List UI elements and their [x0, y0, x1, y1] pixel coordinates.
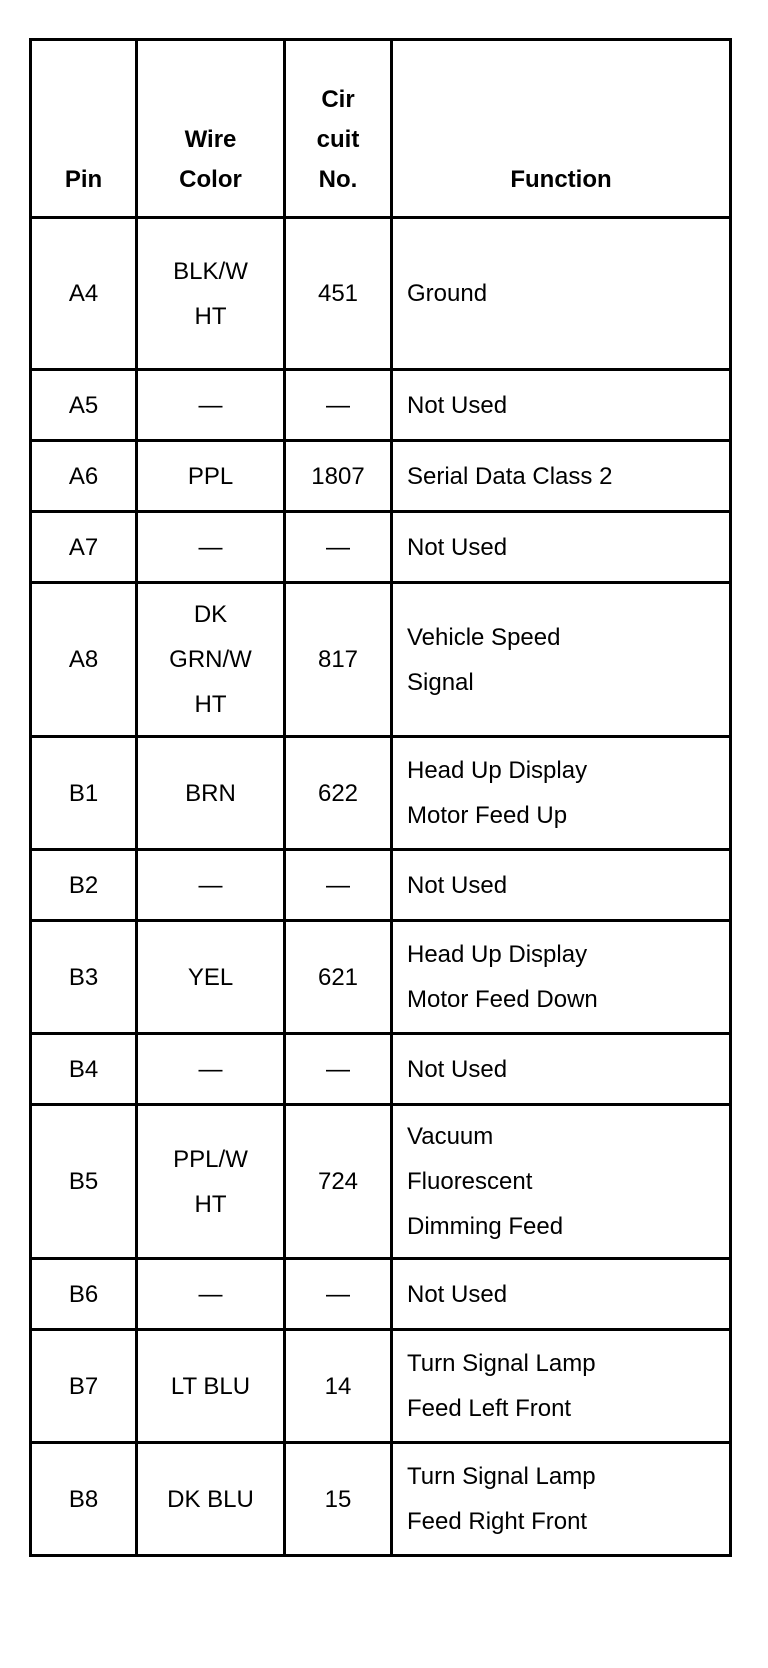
function-cell-line: Signal	[407, 668, 474, 696]
circuit-cell: 622	[285, 737, 392, 850]
function-cell-line: Not Used	[407, 1055, 508, 1083]
circuit-cell: 451	[285, 218, 392, 370]
wire-color-cell	[137, 583, 285, 737]
header-function: Function	[392, 40, 731, 218]
function-cell	[392, 1105, 731, 1259]
wire-color-cell-line: PPL/W	[173, 1145, 248, 1173]
header-wire-color: Wire Color	[137, 40, 285, 218]
pin-cell: B7	[31, 1330, 137, 1443]
table-row	[31, 1259, 731, 1330]
wire-color-cell-line: HT	[194, 691, 227, 718]
function-cell-line: Not Used	[407, 533, 508, 561]
pin-cell: A4	[31, 218, 137, 370]
wire-color-cell	[137, 850, 285, 921]
header-circuit-no: Cir cuit No.	[285, 40, 392, 218]
function-cell-line: Head Up Display	[407, 941, 588, 968]
function-cell-line: Not Used	[407, 1280, 508, 1308]
table-row	[31, 583, 731, 737]
function-cell-line: Feed Right Front	[407, 1508, 588, 1535]
wire-color-cell	[137, 218, 285, 370]
pin-cell: B2	[31, 850, 137, 921]
table-row	[31, 1443, 731, 1556]
function-cell-line: Not Used	[407, 871, 508, 899]
circuit-cell: —	[285, 850, 392, 921]
wire-color-cell	[137, 921, 285, 1034]
function-cell-line: Motor Feed Up	[407, 802, 568, 829]
table-row	[31, 921, 731, 1034]
function-cell-line: Turn Signal Lamp	[407, 1463, 596, 1490]
wire-color-cell	[137, 370, 285, 441]
function-cell-line: Motor Feed Down	[407, 986, 598, 1013]
pin-cell: A6	[31, 441, 137, 512]
circuit-cell: —	[285, 1259, 392, 1330]
function-cell-line: Feed Left Front	[407, 1395, 572, 1422]
function-cell-line: Vehicle Speed	[407, 623, 561, 651]
function-cell	[392, 1034, 731, 1105]
function-cell	[392, 921, 731, 1034]
wire-color-cell-line: YEL	[187, 963, 234, 991]
pin-cell: B8	[31, 1443, 137, 1556]
function-cell	[392, 218, 731, 370]
pin-cell: B6	[31, 1259, 137, 1330]
circuit-cell: 724	[285, 1105, 392, 1259]
table-row	[31, 850, 731, 921]
function-cell-line: Head Up Display	[407, 757, 588, 784]
table-row	[31, 1105, 731, 1259]
function-cell-line: Dimming Feed	[407, 1213, 564, 1240]
wire-color-cell-line: HT	[194, 1190, 227, 1218]
wire-color-cell-line: —	[198, 871, 223, 899]
wire-color-cell-line: —	[198, 533, 223, 561]
wire-color-cell	[137, 1105, 285, 1259]
pin-cell: B4	[31, 1034, 137, 1105]
table-row	[31, 1034, 731, 1105]
table-row	[31, 737, 731, 850]
circuit-cell: —	[285, 1034, 392, 1105]
function-cell-line: Fluorescent	[407, 1168, 533, 1195]
wire-color-cell-line: —	[198, 391, 223, 419]
circuit-cell: 1807	[285, 441, 392, 512]
wire-color-cell-line: LT BLU	[170, 1372, 251, 1400]
pin-cell: B5	[31, 1105, 137, 1259]
function-cell-line: Not Used	[407, 391, 508, 419]
wire-color-cell-line: —	[198, 1055, 223, 1083]
wire-color-cell-line: DK BLU	[167, 1485, 254, 1513]
circuit-cell: 621	[285, 921, 392, 1034]
connector-pinout-table	[29, 38, 732, 1557]
wire-color-cell	[137, 512, 285, 583]
header-pin: Pin	[31, 40, 137, 218]
function-cell	[392, 737, 731, 850]
wire-color-cell-line: PPL	[187, 462, 234, 490]
wire-color-cell	[137, 1443, 285, 1556]
wire-color-cell-line: —	[198, 1280, 223, 1308]
function-cell	[392, 512, 731, 583]
wire-color-cell-line: GRN/W	[169, 646, 252, 673]
function-cell-line: Ground	[407, 280, 488, 307]
pin-cell: B3	[31, 921, 137, 1034]
function-cell-line: Serial Data Class 2	[407, 462, 613, 490]
function-cell	[392, 441, 731, 512]
circuit-cell: —	[285, 512, 392, 583]
table-row	[31, 218, 731, 370]
function-cell-line: Turn Signal Lamp	[407, 1350, 596, 1377]
wire-color-cell-line: BLK/W	[173, 257, 248, 285]
wire-color-cell-line: BRN	[185, 779, 236, 807]
pin-cell: B1	[31, 737, 137, 850]
table-row	[31, 1330, 731, 1443]
wire-color-cell	[137, 441, 285, 512]
wire-color-cell	[137, 737, 285, 850]
pin-cell: A8	[31, 583, 137, 737]
wire-color-cell	[137, 1034, 285, 1105]
wire-color-cell	[137, 1330, 285, 1443]
function-cell	[392, 370, 731, 441]
circuit-cell: —	[285, 370, 392, 441]
circuit-cell: 817	[285, 583, 392, 737]
function-cell	[392, 1443, 731, 1556]
table-row	[31, 441, 731, 512]
function-cell	[392, 583, 731, 737]
header-row	[31, 40, 731, 218]
function-cell	[392, 1330, 731, 1443]
circuit-cell: 14	[285, 1330, 392, 1443]
table-row	[31, 512, 731, 583]
circuit-cell: 15	[285, 1443, 392, 1556]
function-cell	[392, 1259, 731, 1330]
wire-color-cell-line: HT	[194, 302, 227, 330]
function-cell	[392, 850, 731, 921]
table-row	[31, 370, 731, 441]
table-body	[31, 218, 731, 1556]
pin-cell: A7	[31, 512, 137, 583]
function-cell-line: Vacuum	[407, 1123, 494, 1150]
wire-color-cell-line: DK	[193, 601, 228, 628]
wire-color-cell	[137, 1259, 285, 1330]
pin-cell: A5	[31, 370, 137, 441]
